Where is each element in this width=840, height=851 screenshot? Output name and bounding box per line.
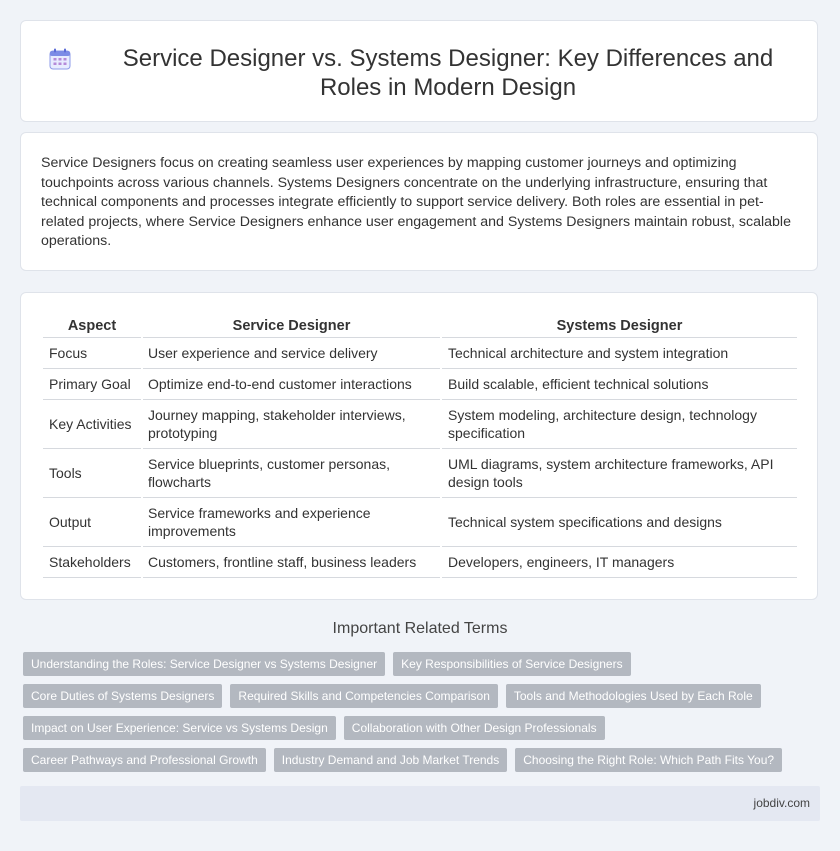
- row-aspect: Primary Goal: [43, 369, 141, 400]
- related-term-tag[interactable]: Tools and Methodologies Used by Each Role: [506, 684, 761, 708]
- related-terms-heading: Important Related Terms: [332, 620, 508, 637]
- row-service: Journey mapping, stakeholder interviews, prototyping: [143, 400, 440, 449]
- related-term-tag[interactable]: Impact on User Experience: Service vs Systems Design: [23, 716, 336, 740]
- row-aspect: Output: [43, 498, 141, 547]
- row-systems: Build scalable, efficient technical solutions: [442, 369, 797, 400]
- row-service: User experience and service delivery: [143, 338, 440, 369]
- footer-site-link[interactable]: jobdiv.com: [753, 796, 810, 810]
- title-card: [20, 20, 818, 122]
- row-aspect: Stakeholders: [43, 547, 141, 578]
- row-aspect: Focus: [43, 338, 141, 369]
- row-systems: UML diagrams, system architecture frameworks, API design tools: [442, 449, 797, 498]
- page-title: Service Designer vs. Systems Designer: Key Differences and Roles in Modern Design: [122, 45, 774, 101]
- related-term-tag[interactable]: Industry Demand and Job Market Trends: [274, 748, 507, 772]
- table-row: [43, 400, 797, 449]
- row-service: Service frameworks and experience improvements: [143, 498, 440, 547]
- comparison-table: [41, 315, 799, 578]
- related-terms-list: [23, 652, 823, 780]
- related-term-tag[interactable]: Career Pathways and Professional Growth: [23, 748, 266, 772]
- table-row: [43, 338, 797, 369]
- table-row: [43, 547, 797, 578]
- row-service: Customers, frontline staff, business leaders: [143, 547, 440, 578]
- related-term-tag[interactable]: Collaboration with Other Design Professionals: [344, 716, 605, 740]
- row-aspect: Key Activities: [43, 400, 141, 449]
- footer: [20, 786, 820, 821]
- related-term-tag[interactable]: Choosing the Right Role: Which Path Fits You?: [515, 748, 782, 772]
- row-systems: Technical architecture and system integration: [442, 338, 797, 369]
- table-row: [43, 449, 797, 498]
- row-systems: System modeling, architecture design, technology specification: [442, 400, 797, 449]
- row-systems: Developers, engineers, IT managers: [442, 547, 797, 578]
- row-aspect: Tools: [43, 449, 141, 498]
- header-aspect: Aspect: [43, 315, 141, 338]
- related-term-tag[interactable]: Understanding the Roles: Service Designer vs Systems Designer: [23, 652, 385, 676]
- related-term-tag[interactable]: Core Duties of Systems Designers: [23, 684, 222, 708]
- summary-card: [20, 132, 818, 271]
- table-row: [43, 498, 797, 547]
- row-systems: Technical system specifications and designs: [442, 498, 797, 547]
- related-term-tag[interactable]: Key Responsibilities of Service Designers: [393, 652, 630, 676]
- row-service: Optimize end-to-end customer interactions: [143, 369, 440, 400]
- header-systems-designer: Systems Designer: [442, 315, 797, 338]
- comparison-card: [20, 292, 818, 600]
- header-service-designer: Service Designer: [143, 315, 440, 338]
- related-term-tag[interactable]: Required Skills and Competencies Comparison: [230, 684, 497, 708]
- table-header-row: [43, 315, 797, 338]
- row-service: Service blueprints, customer personas, flowcharts: [143, 449, 440, 498]
- table-row: [43, 369, 797, 400]
- summary-paragraph: Service Designers focus on creating seamless user experiences by mapping customer journeys and optimizing touchpoints across various channels. Systems Designers concentrate on the underlying infrastructure, ensuring that technical components and processes integrate efficiently to support service delivery. Both roles are essential in pet-related projects, where Service Designers enhance user engagement and Systems Designers maintain robust, scalable operations.: [41, 155, 791, 250]
